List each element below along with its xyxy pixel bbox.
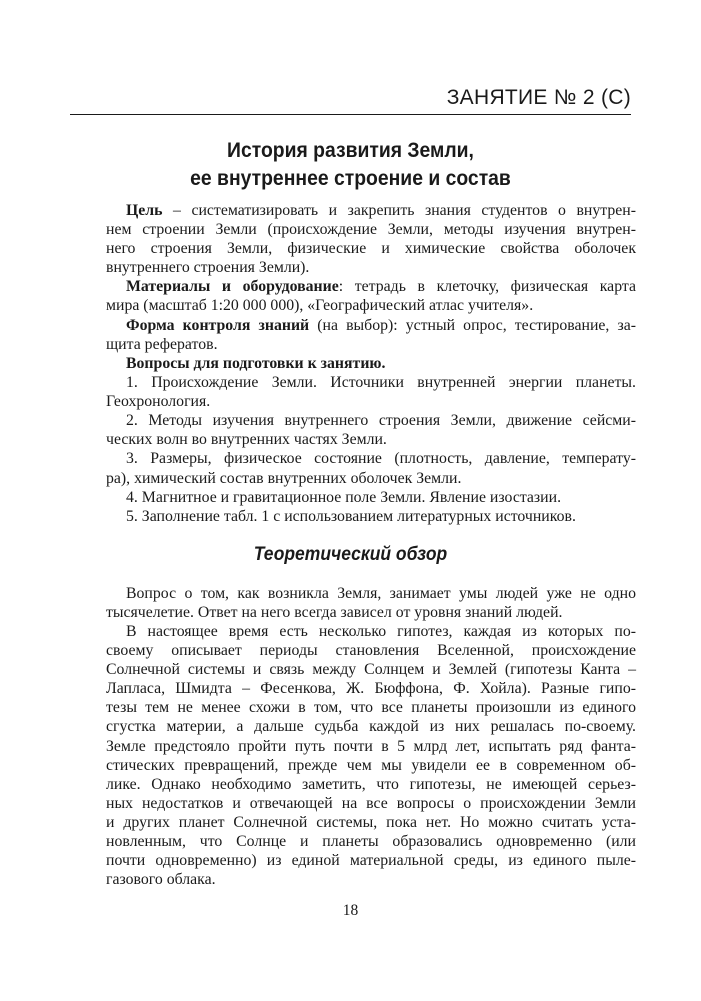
review-paragraph-2	[106, 622, 636, 889]
review-line-14: новленным, что Солнце и планеты образовались одновременно (или	[106, 833, 636, 851]
question-2-cont: ческих волн во внутренних частях Земли.	[106, 431, 387, 449]
review-line-5: Солнечной системы и связь между Солнцем и Землей (гипотезы Канта –	[106, 661, 636, 679]
goal-line-2: нем строении Земли (происхождение Земли, методы изучения внутрен-	[106, 221, 636, 239]
review-line-8: сгустка материи, а дальше судьба каждой из них решалась по-своему.	[106, 718, 636, 736]
review-line-3: В настоящее время есть несколько гипотез, каждая из которых по-	[126, 623, 636, 640]
question-1: 1. Происхождение Земли. Источники внутренней энергии планеты.	[126, 374, 636, 392]
materials-line-1: Материалы и оборудование: тетрадь в клеточку, физическая карта	[126, 278, 636, 295]
materials-label: Материалы и оборудование	[126, 278, 339, 295]
title-line-2: ее внутреннее строение и состав	[190, 166, 511, 190]
page-number: 18	[342, 902, 359, 919]
review-line-13: и других планет Солнечной системы, пока нет. Но можно считать уста-	[106, 813, 636, 831]
goal-line-3: него строения Земли, физические и химические свойства оболочек	[106, 240, 636, 258]
review-line-16: газового облака.	[106, 871, 216, 889]
header-rule	[70, 114, 631, 115]
review-line-9: Земле предстояло пройти путь почти в 5 млрд лет, испытать ряд фанта-	[106, 737, 636, 755]
question-3-cont: ра), химический состав внутренних оболочек Земли.	[106, 469, 462, 487]
review-line-15: почти одновременно) из единой материальной среды, из единого пыле-	[106, 852, 636, 870]
review-line-11: лике. Однако необходимо заметить, что гипотезы, не имеющей серьез-	[106, 775, 636, 793]
goal-label: Цель	[126, 202, 163, 219]
title-line-1: История развития Земли,	[227, 138, 474, 162]
control-label: Форма контроля знаний	[126, 317, 310, 334]
goal-line-1: Цель – систематизировать и закрепить знания студентов о внутрен-	[126, 202, 636, 219]
question-5: 5. Заполнение табл. 1 с использованием литературных источников.	[126, 507, 576, 525]
questions-heading: Вопросы для подготовки к занятию.	[126, 355, 386, 372]
review-line-2: тысячелетие. Ответ на него всегда зависел от уровня знаний людей.	[106, 604, 563, 622]
question-3: 3. Размеры, физическое состояние (плотность, давление, температу-	[126, 450, 636, 468]
control-line-1: Форма контроля знаний (на выбор): устный опрос, тестирование, за-	[126, 317, 636, 334]
review-paragraph-1	[106, 584, 636, 622]
control-line-2: щита рефератов.	[106, 336, 218, 354]
review-line-10: стических превращений, прежде чем мы увидели ее в современном об-	[106, 756, 636, 774]
control-paragraph	[106, 316, 636, 354]
section-title: Теоретический обзор	[253, 544, 448, 565]
review-line-12: ных недостатков и отвечающей на все вопросы о происхождении Земли	[106, 794, 636, 812]
question-2: 2. Методы изучения внутреннего строения Земли, движение сейсми-	[126, 412, 636, 430]
review-line-7: тезы тем не менее схожи в том, что все планеты произошли из единого	[106, 699, 636, 717]
review-line-6: Лапласа, Шмидта – Фесенкова, Ж. Бюффона, Ф. Хойла). Разные гипо-	[106, 680, 636, 698]
goal-line-4: внутреннего строения Земли).	[106, 259, 310, 277]
review-line-1: Вопрос о том, как возникла Земля, занимает умы людей уже не одно	[126, 585, 636, 602]
page-title	[98, 136, 603, 192]
question-1-cont: Геохронология.	[106, 393, 211, 411]
questions-list	[106, 354, 636, 526]
lesson-header: ЗАНЯТИЕ № 2 (С)	[446, 86, 631, 109]
goal-paragraph	[106, 201, 636, 277]
review-line-4: своему описывает периоды становления Вселенной, происхождение	[106, 642, 636, 660]
question-4: 4. Магнитное и гравитационное поле Земли. Явление изостазии.	[126, 488, 562, 506]
materials-line-2: мира (масштаб 1:20 000 000), «Географический атлас учителя».	[106, 297, 534, 315]
materials-paragraph	[106, 277, 636, 315]
